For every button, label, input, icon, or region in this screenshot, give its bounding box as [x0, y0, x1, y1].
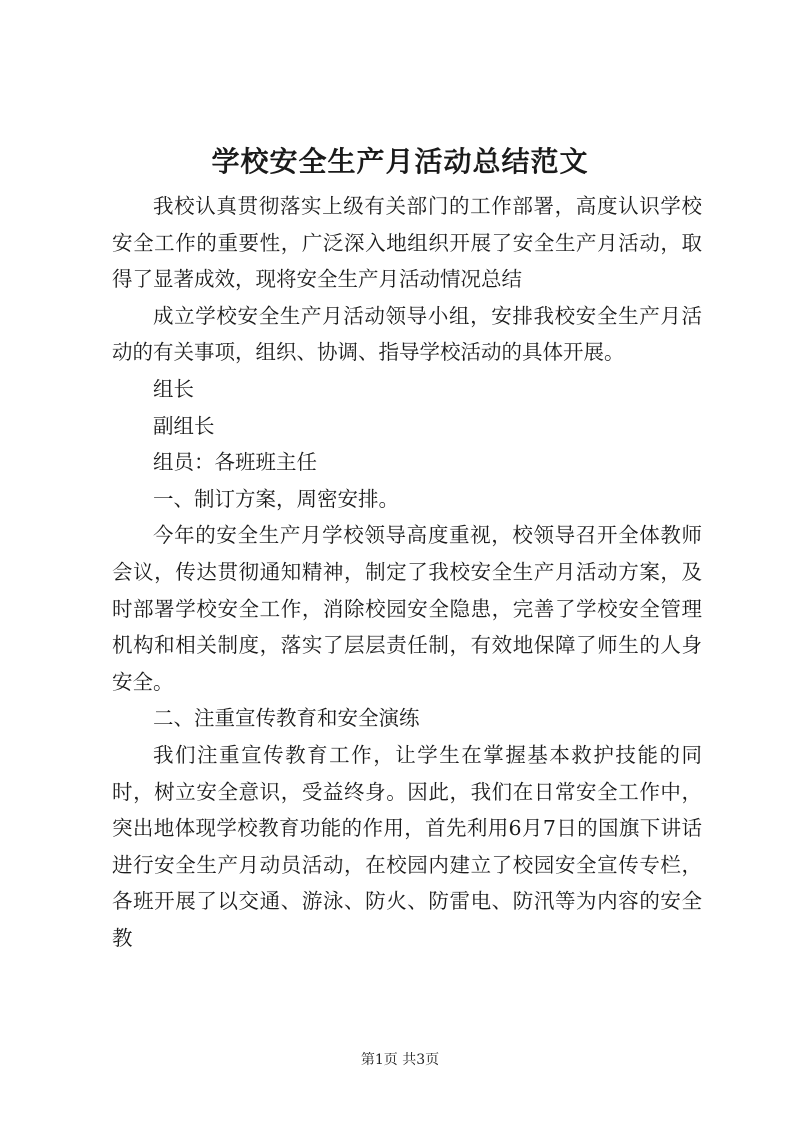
paragraph-deputy-leader: 副组长	[153, 413, 215, 438]
paragraph-intro: 我校认真贯彻落实上级有关部门的工作部署，高度认识学校安全工作的重要性，广泛深入地组织开展了安全生产月活动，取得了显著成效，现将安全生产月活动情况总结	[112, 194, 702, 292]
page-number-footer: 第1页 共3页	[360, 1052, 440, 1068]
document-title: 学校安全生产月活动总结范文	[211, 145, 589, 178]
paragraph-group-leader: 组长	[153, 376, 194, 401]
section-heading-1: 一、制订方案，周密安排。	[153, 486, 399, 511]
paragraph-section-1: 今年的安全生产月学校领导高度重视，校领导召开全体教师会议，传达贯彻通知精神，制定了我校安全生产月活动方案，及时部署学校安全工作，消除校园安全隐患，完善了学校安全管理机构和相关制度，落实了层层责任制，有效地保障了师生的人身安全。	[112, 523, 702, 694]
section-heading-2: 二、注重宣传教育和安全演练	[153, 706, 420, 731]
paragraph-section-2: 我们注重宣传教育工作，让学生在掌握基本救护技能的同时，树立安全意识，受益终身。因此，我们在日常安全工作中，突出地体现学校教育功能的作用，首先利用6月7日的国旗下讲话进行安全生产月动员活动，在校园内建立了校园安全宣传专栏，各班开展了以交通、游泳、防火、防雷电、防汛等为内容的安全教	[112, 742, 702, 950]
paragraph-members: 组员：各班班主任	[153, 450, 317, 475]
document-body	[112, 188, 702, 956]
paragraph-leadership-group: 成立学校安全生产月活动领导小组，安排我校安全生产月活动的有关事项，组织、协调、指导学校活动的具体开展。	[112, 303, 702, 365]
